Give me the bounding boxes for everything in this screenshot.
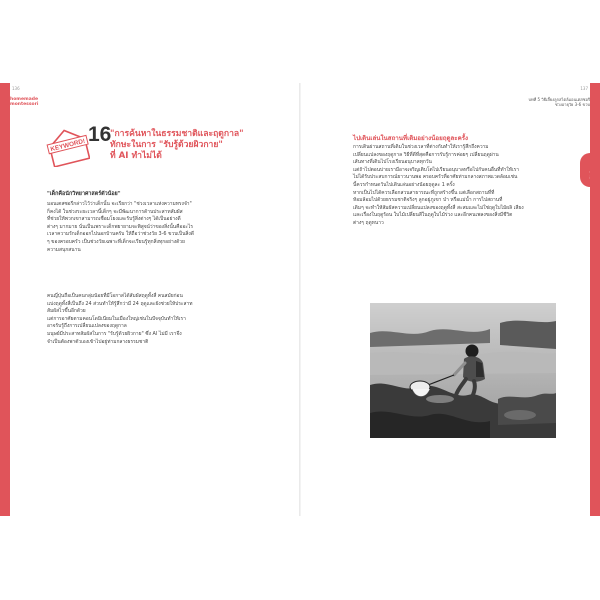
seashore-photo xyxy=(370,303,556,438)
keyword-title-line: ทักษะในการ "รับรู้ด้วยผิวกาย" xyxy=(110,140,223,150)
page-number-right: 137 xyxy=(580,86,588,91)
text-line: แต่การอาศัยตามคอนโดมิเนียมในเมืองใหญ่เช่นในปัจจุบันทำให้เรา xyxy=(47,315,186,322)
text-line: ก็คงได้ ในช่วงระยะเวลานี้เด็กๆ จะมีพัฒนาการด้านประสาทสัมผัส xyxy=(47,208,183,215)
text-line: ต่างๆ มากมาย นั่นเป็นเพราะเด็กพยายามจะพิสูจน์ว่าของสิ่งนั้นคืออะไร xyxy=(47,223,193,230)
left-page-edge xyxy=(0,83,10,516)
text-line: ที่ช่วยให้พวกเขาสามารถเชื่อมโยงและรับรู้สิ่งต่างๆ ได้เป็นอย่างดี xyxy=(47,216,181,223)
keyword-title xyxy=(110,129,270,162)
running-head-line: homemade xyxy=(10,97,39,102)
text-line: เส้นทางที่เดินไปโรงเรียนอนุบาลทุกวัน xyxy=(353,159,432,166)
text-line: อาจรับรู้ถึงการเปลี่ยนแปลงของฤดูกาล xyxy=(47,323,127,330)
text-line: เวลาความรักเด็กออกไปนอกบ้านครับ ให้ถือว่าช่วงวัย 3-6 ขวบเป็นสิ่งดี xyxy=(47,231,194,238)
subsection-heading: ไปเดินเล่นในสถานที่เดิมอย่างน้อยฤดูละครั้ง xyxy=(353,135,469,142)
text-line: เดิมๆ จะทำให้สัมผัสความเปลี่ยนแปลงของฤดูทั้งสี่ สะสมและไม่ใช่ฤดูใบไม้ผลิ เสียง xyxy=(353,204,524,211)
body-paragraph xyxy=(47,293,287,346)
right-page-edge xyxy=(590,83,600,516)
text-line: เปลี่ยนแปลงของฤดูกาล วิธีที่ดีที่สุดคือการรับรู้การค่อยๆ เปลี่ยนฤดูผ่าน xyxy=(353,151,499,158)
text-line: มนุษย์มีประสาทสัมผัสในการ "รับรู้ด้วยผิวกาย" ซึ่ง AI ไม่มี เราจึง xyxy=(47,330,182,337)
book-spread xyxy=(0,83,600,516)
running-head-line: ช่วงอายุวัย 3-6 ขวบ xyxy=(554,102,590,107)
keyword-title-line: "การค้นหาในธรรมชาติและฤดูกาล" xyxy=(110,129,244,139)
right-page xyxy=(301,83,590,516)
page-number-left: 136 xyxy=(12,86,20,91)
text-line: มอนเตสซอรีกล่าวไว้ว่าเด็กนั้น จะเรียกว่า "ช่วงเวลาแห่งความทรงจำ" xyxy=(47,201,192,207)
text-line: จำเป็นต้องพาตัวเองเข้าไปอยู่ท่ามกลางธรรมชาติ xyxy=(47,338,149,345)
keyword-stamp-icon xyxy=(46,125,90,167)
text-line: แบ่งฤดูทั้งสี่เป็นถึง 24 ส่วนทำให้รู้สึกว่ามี 24 ฤดูและยังช่วยให้ประสาท xyxy=(47,300,193,307)
running-head-line: บทที่ 5 วิธีเลี้ยงลูกสไตล์มอนเตสซอรี xyxy=(528,97,590,102)
section-heading: "เด็กคือนักวิทยาศาสตร์ตัวน้อย" xyxy=(47,191,121,197)
keyword-stamp-text: KEYWORD! xyxy=(49,137,86,154)
running-head-right xyxy=(528,97,590,107)
text-line: การเดินผ่านสถานที่เดิมในช่วงเวลาที่ต่างกันทำให้เรารู้สึกถึงความ xyxy=(353,144,489,150)
text-line: ต่างๆ ฤดูหนาว xyxy=(353,219,384,226)
left-page xyxy=(10,83,299,516)
text-line: คนญี่ปุ่นถือเป็นคนกลุ่มน้อยที่มีโอกาสได้สัมผัสฤดูทั้งสี่ คนสมัยก่อน xyxy=(47,293,183,299)
keyword-number: 16 xyxy=(88,123,112,146)
text-line: สัมผัสไวขึ้นอีกด้วย xyxy=(47,308,86,315)
text-line: ห้อมล้อมไปด้วยธรรมชาติจริงๆ ลูกอยู่ภูเขา ป่า หรือแม่น้ำ การไปสถานที่ xyxy=(353,197,503,204)
text-line: ไม่ได้รับประสบการณ์ยาวนานพอ ครอบครัวที่อาศัยท่ามกลางสภาพแวดล้อมเช่น xyxy=(353,174,518,181)
body-paragraph xyxy=(47,201,287,254)
text-line: แต่ถ้าไปตอนบ่ายเรามีอาจเจริญเติบโตไปเรียนอนุบาลหรือไปกับคนอื่นที่ทำให้เรา xyxy=(353,166,520,173)
text-line: ๆ ของครอบครัว เป็นช่วงวัยเฉพาะที่เด็กจะเรียนรู้ทุกสิ่งทุกอย่างด้วย xyxy=(47,238,185,245)
text-line: ความสนุกสนาน xyxy=(47,246,81,253)
text-line: นี้ควรกำหนดวันไปเดินเล่นอย่างน้อยฤดูละ 1 ครั้ง xyxy=(353,181,455,188)
running-head-line: montessori xyxy=(10,102,39,107)
running-head-left xyxy=(10,97,38,107)
text-line: และเรื่องในฤดูร้อน ใบไม้เปลี่ยนสีในฤดูใบไม้ร่วง และอีกคนเพลงของสิ่งมีชีวิต xyxy=(353,212,513,219)
body-paragraph xyxy=(353,144,575,228)
keyword-title-line: ที่ AI ทำไม่ได้ xyxy=(110,151,162,161)
text-line: หากเป็นไปได้ควรเลือกสวนสาธารณะที่ถูกสร้างขึ้น แต่เลือกสถานที่ที่ xyxy=(353,189,495,196)
